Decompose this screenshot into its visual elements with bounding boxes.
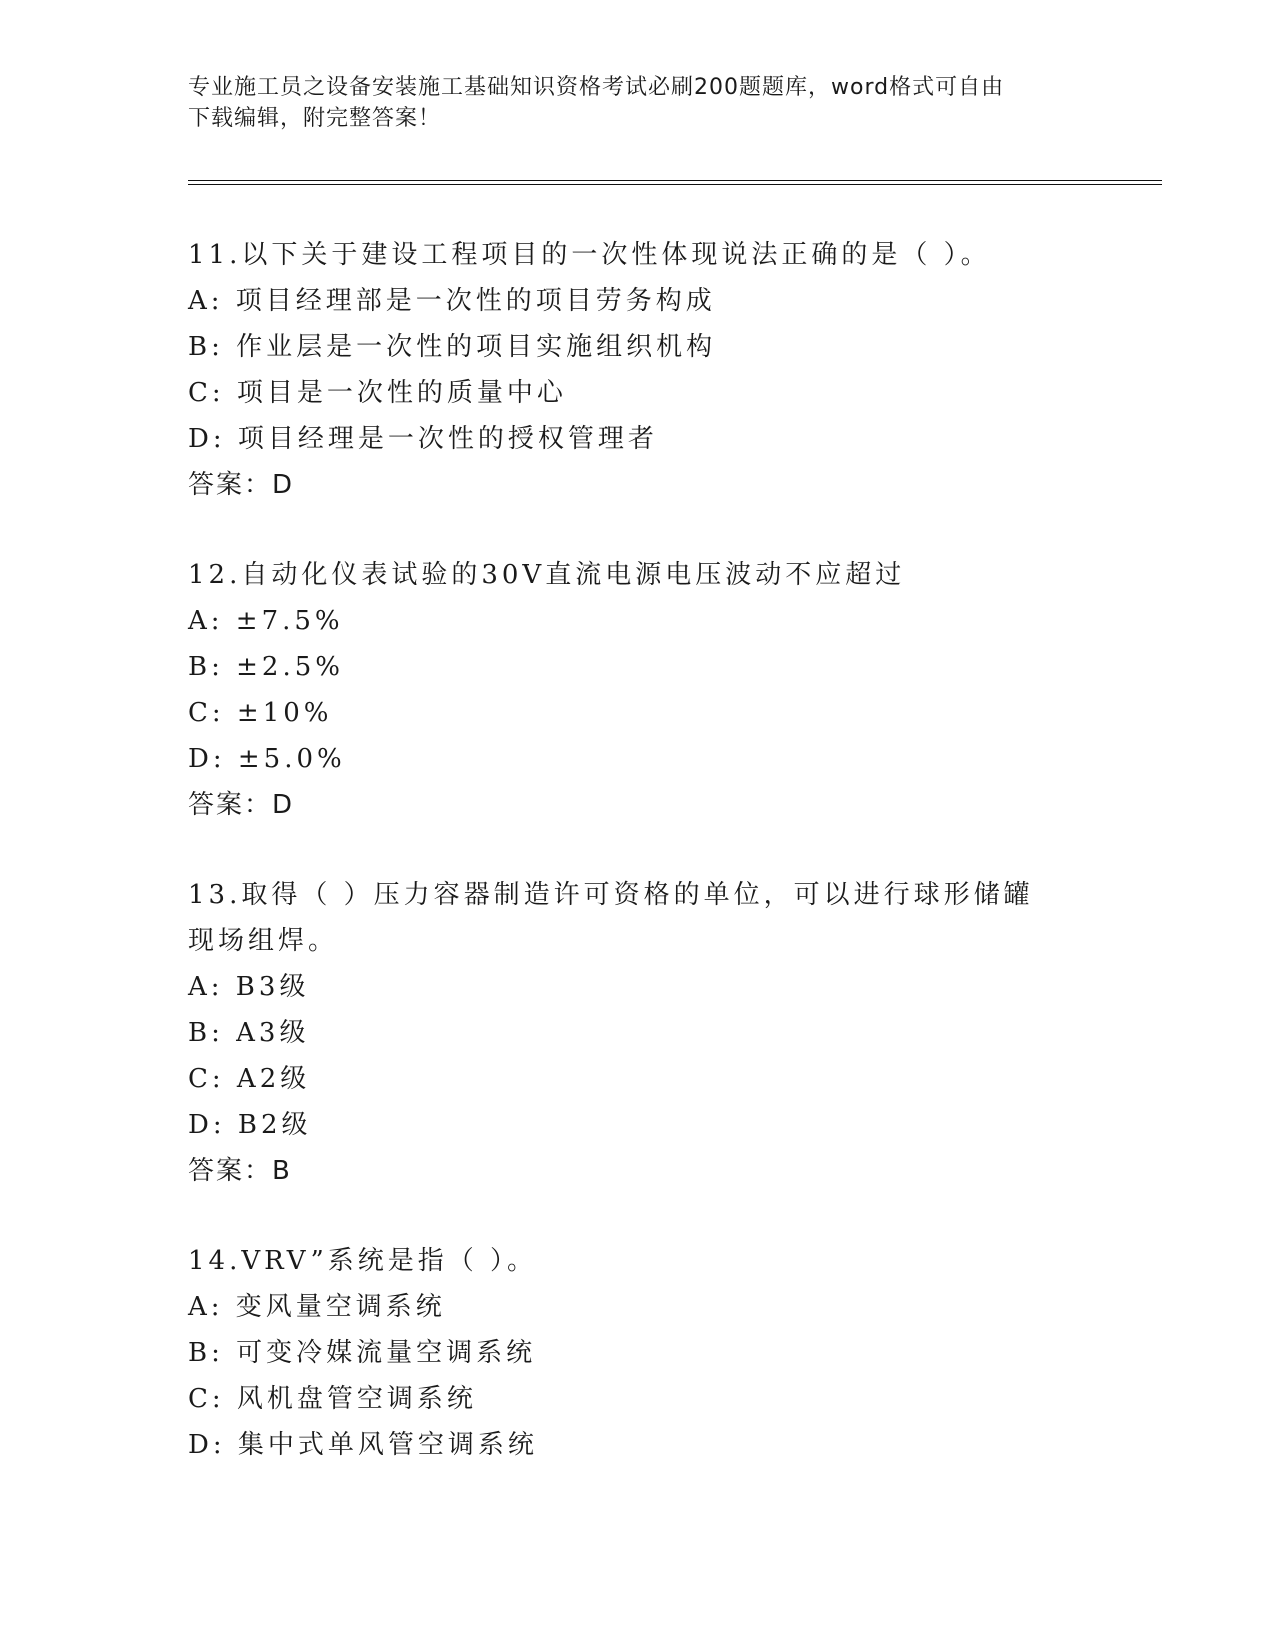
header-rule-bottom [188,184,1162,185]
question-list [188,232,1088,1512]
option-c: C: 风机盘管空调系统 [188,1384,477,1414]
option-a: A: ±7.5% [188,606,344,636]
answer-label: 答案：D [188,470,295,500]
option-c: C: A2级 [188,1064,311,1094]
option-d: D: B2级 [188,1110,312,1140]
option-b: B: 作业层是一次性的项目实施组织机构 [188,332,717,362]
question-stem: 12.自动化仪表试验的30V直流电源电压波动不应超过 [188,560,906,590]
option-b: B: ±2.5% [188,652,344,682]
option-d: D: 项目经理是一次性的授权管理者 [188,424,658,454]
answer-label: 答案：D [188,790,295,820]
option-d: D: ±5.0% [188,744,346,774]
question-13 [188,872,1088,1194]
question-stem: 14.VRV”系统是指（ ）。 [188,1246,538,1276]
option-c: C: 项目是一次性的质量中心 [188,378,567,408]
header-rule-top [188,180,1162,181]
document-header [188,72,1088,134]
question-11 [188,232,1088,508]
option-d: D: 集中式单风管空调系统 [188,1430,538,1460]
answer-label: 答案：B [188,1156,292,1186]
option-b: B: 可变冷媒流量空调系统 [188,1338,537,1368]
option-b: B: A3级 [188,1018,310,1048]
question-stem: 11.以下关于建设工程项目的一次性体现说法正确的是（ ）。 [188,240,991,270]
header-line-1: 专业施工员之设备安装施工基础知识资格考试必刷200题题库，word格式可自由 [188,75,1005,100]
question-14 [188,1238,1088,1468]
question-12 [188,552,1088,828]
option-c: C: ±10% [188,698,333,728]
header-line-2: 下载编辑，附完整答案！ [188,106,442,131]
option-a: A: 项目经理部是一次性的项目劳务构成 [188,286,716,316]
question-stem: 13.取得（ ）压力容器制造许可资格的单位，可以进行球形储罐现场组焊。 [188,880,1034,956]
option-a: A: 变风量空调系统 [188,1292,446,1322]
option-a: A: B3级 [188,972,310,1002]
